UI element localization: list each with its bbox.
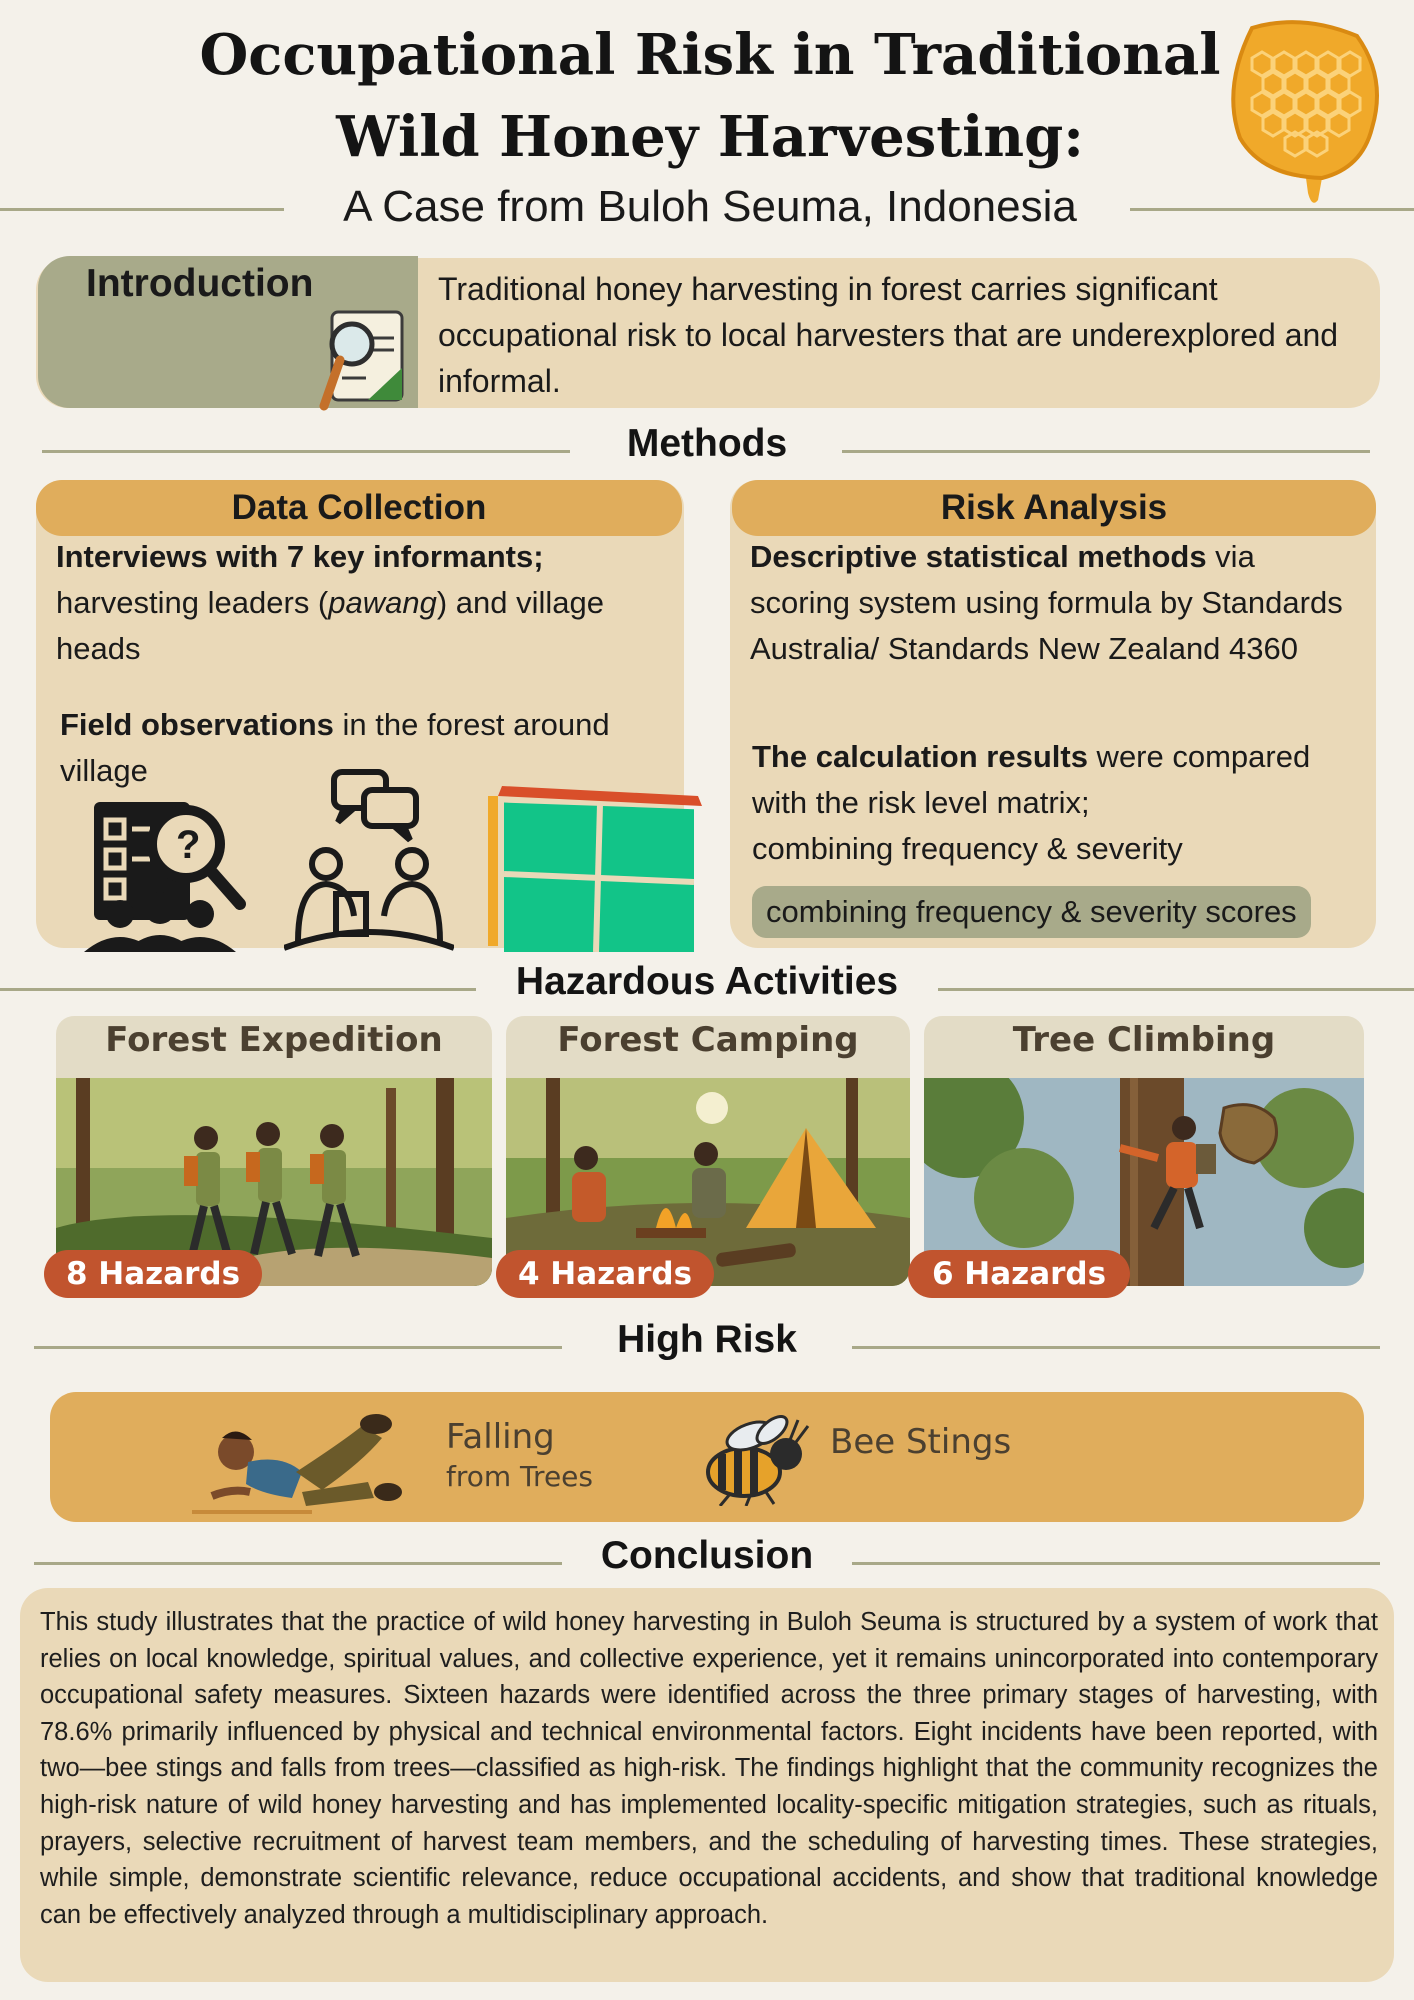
scores-pill: combining frequency & severity scores [752,886,1311,938]
combining-text: combining frequency & severity [752,831,1183,866]
conclusion-heading: Conclusion [600,1534,814,1577]
forest-expedition-panel [56,1016,492,1286]
calculation-results-text: were compared with the risk level matrix; [752,739,1311,820]
honeycomb-icon [1222,18,1382,203]
poster-title [180,14,1240,178]
divider [852,1346,1380,1349]
interviews-bold: Interviews with 7 key informants; [56,539,544,574]
document-magnifier-icon [318,308,410,416]
methods-heading: Methods [626,422,788,465]
field-observations-bold: Field observations [60,707,334,742]
svg-text:?: ? [176,823,201,867]
discussion-icon [284,766,454,952]
field-observations-text: in the forest around village [60,707,610,788]
forest-expedition-badge: 8 Hazards [44,1250,262,1298]
fallen-man-icon [192,1402,418,1518]
falling-sub-label: from Trees [446,1460,593,1493]
divider [842,450,1370,453]
divider [938,988,1414,991]
descriptive-methods-text: via scoring system using formula by Standards Australia/ Standards New Zealand 4360 [750,539,1343,666]
title-line-1: Occupational Risk in Traditional [199,22,1221,88]
introduction-heading: Introduction [86,262,314,305]
divider [42,450,570,453]
tree-climbing-label: Tree Climbing [1012,1020,1276,1060]
poster-subtitle: A Case from Buloh Seuma, Indonesia [343,182,1077,231]
forest-camping-badge: 4 Hazards [496,1250,714,1298]
divider [0,988,476,991]
survey-icon [80,796,250,952]
risk-analysis-text-1 [750,534,1360,672]
title-line-2: Wild Honey Harvesting: [336,104,1084,170]
matrix-icon [488,782,702,952]
bee-stings-label: Bee Stings [830,1422,1012,1462]
introduction-text: Traditional honey harvesting in forest carries significant occupational risk to local harvesters that are underexplored and informal. [438,271,1339,399]
forest-expedition-label: Forest Expedition [105,1020,443,1060]
divider [34,1562,562,1565]
bee-icon [700,1412,814,1506]
data-collection-heading: Data Collection [36,480,682,536]
tree-climbing-panel [924,1016,1364,1286]
forest-camping-panel [506,1016,910,1286]
data-collection-text-1 [56,534,666,672]
descriptive-methods-bold: Descriptive statistical methods [750,539,1207,574]
risk-analysis-text-2 [752,734,1362,872]
forest-camping-label: Forest Camping [557,1020,859,1060]
hazardous-activities-heading: Hazardous Activities [515,960,899,1003]
high-risk-heading: High Risk [617,1318,797,1361]
divider [34,1346,562,1349]
calculation-results-bold: The calculation results [752,739,1088,774]
conclusion-text: This study illustrates that the practice of wild honey harvesting in Buloh Seuma is structured by a system of work that relies on local knowledge, spiritual values, and collective experience, yet it remains unincorporated into contemporary occupational safety measures. Sixteen hazards were identified across the three primary stages of harvesting, with 78.6% primarily influenced by physical and technical environmental factors. Eight incidents have been reported, with two—bee stings and falls from trees—classified as high-risk. The findings highlight that the community recognizes the high-risk nature of wild honey harvesting and has implemented locality-specific mitigation strategies, such as rituals, prayers, selective recruitment of harvest team members, and the scheduling of harvesting times. These strategies, while simple, demonstrate scientific relevance, reduce occupational accidents, and show that traditional knowledge can be effectively analyzed through a multidisciplinary approach. [40,1608,1378,1929]
tree-climbing-badge: 6 Hazards [908,1250,1130,1298]
falling-label: Falling [446,1417,555,1457]
risk-analysis-heading: Risk Analysis [732,480,1376,536]
interviews-text-b: ) and village heads [56,585,604,666]
interviews-text-a: harvesting leaders ( [56,585,329,620]
pawang-term: pawang [328,585,437,620]
divider [852,1562,1380,1565]
